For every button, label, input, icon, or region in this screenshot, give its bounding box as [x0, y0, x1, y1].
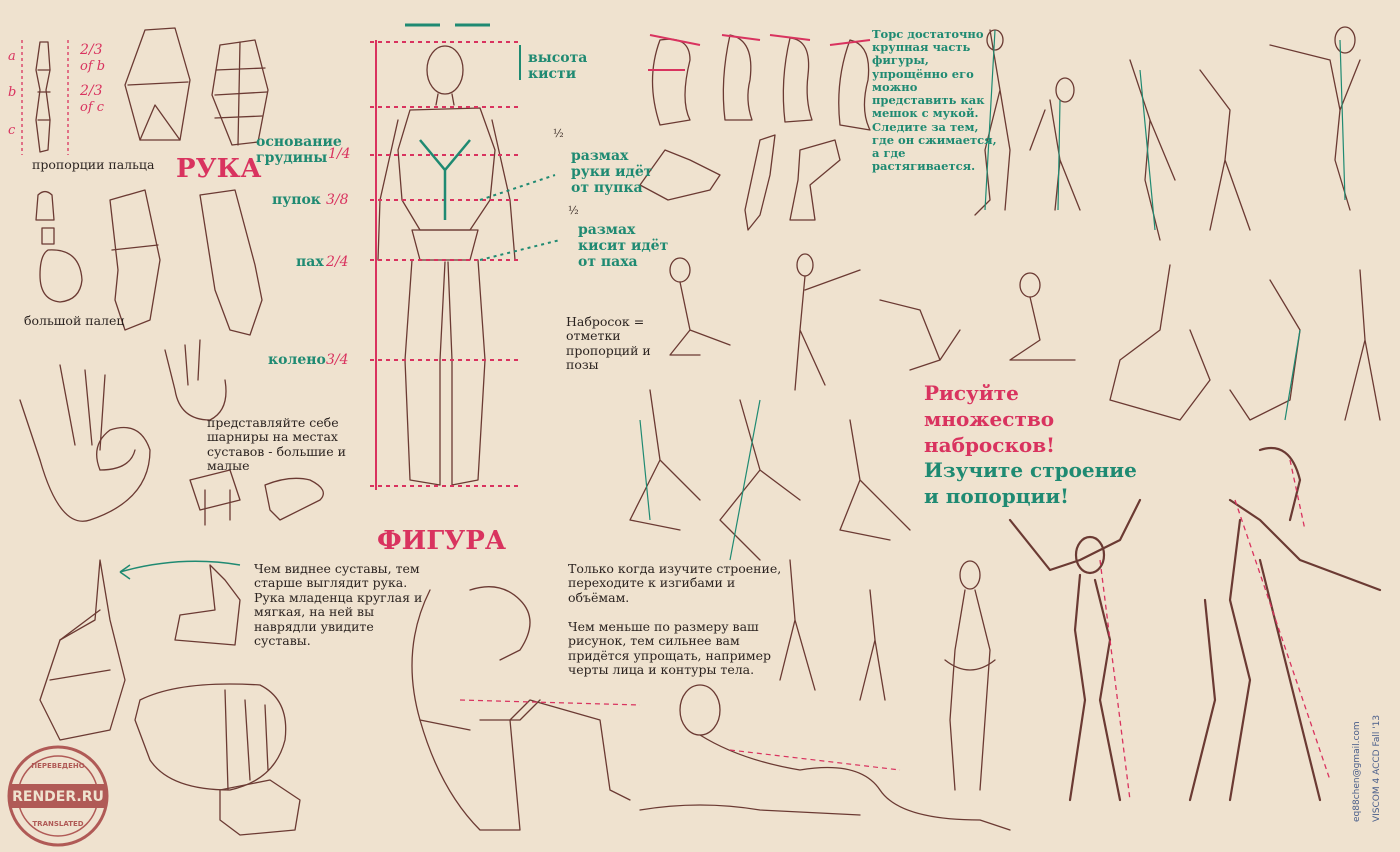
- gesture-figures-top-right: [975, 27, 1360, 240]
- stamp-bottom-text: TRANSLATED: [32, 820, 84, 828]
- torso-note: Торс достаточно крупная часть фигуры, упрощённо его можно представить как мешок с мукой. Следите за тем, где он сжимается, а где растягивается.: [872, 27, 997, 174]
- draped-woman-sketch: [945, 561, 995, 790]
- joints-note: представляйте себе шарниры на местах суставов - большие и малые: [207, 415, 346, 474]
- translation-stamp: [6, 744, 110, 848]
- landmark-knee-fraction: 3/4: [326, 352, 349, 368]
- finger-ratio-1: 2/3: [80, 42, 103, 58]
- landmark-navel-label: пупок: [272, 192, 321, 208]
- hand-block-sketch-1: [125, 28, 190, 140]
- hand-height-label: высота кисти: [528, 50, 588, 83]
- landmark-sternum-label: основание грудины: [256, 134, 342, 167]
- stamp-top-text: ПЕРЕВЕДЕНО: [31, 762, 85, 770]
- finger-proportions-sketch: [36, 42, 50, 152]
- torso-bean-sketches: [653, 35, 871, 130]
- call-to-action-sketch: Рисуйте множество набросков!: [924, 381, 1055, 457]
- landmark-groin-fraction: 2/4: [326, 254, 349, 270]
- dancing-figure-1: [1010, 500, 1140, 800]
- thumb-caption: большой палец: [24, 313, 125, 328]
- thumb-block-sketch-2: [200, 190, 262, 335]
- age-note: Чем виднее суставы, тем старше выглядит рука. Рука младенца круглая и мягкая, на ней вы наврядли увидите суставы.: [254, 561, 423, 648]
- half-mark-a: ½: [553, 127, 564, 140]
- figure-section-title: ФИГУРА: [377, 526, 507, 556]
- finger-segment-b: b: [8, 85, 17, 100]
- half-mark-b: ½: [568, 204, 579, 217]
- reclining-woman-sketch: [640, 685, 1010, 830]
- box-sketch: [220, 780, 300, 835]
- hand-section-title: РУКА: [176, 154, 262, 184]
- landmark-sternum-fraction: 1/4: [328, 146, 351, 162]
- finger-proportions-caption: пропорции пальца: [32, 157, 155, 172]
- joint-blocks-sketch: [190, 470, 323, 525]
- finger-segment-c: c: [8, 123, 16, 138]
- landmark-knee-label: колено: [268, 352, 326, 368]
- author-email: eq88chen@gmail.com: [1352, 721, 1362, 822]
- thumb-block-sketch-1: [110, 190, 160, 330]
- finger-ratio-2: 2/3: [80, 83, 103, 99]
- landmark-navel-fraction: 3/8: [326, 192, 349, 208]
- leg-block-sketch-2: [790, 140, 840, 220]
- hand-block-sketch-2: [212, 40, 268, 145]
- standing-figure-sketch: [378, 46, 515, 485]
- arm-span-note: размах руки идёт от пупка: [571, 148, 653, 197]
- leg-block-sketch-1: [745, 135, 775, 230]
- hand-sketch-3: [40, 560, 125, 740]
- stamp-center-text: RENDER.RU: [12, 789, 104, 805]
- sketch-definition-note: Набросок = отметки пропорций и позы: [566, 314, 651, 373]
- call-to-action-study: Изучите строение и попорции!: [924, 458, 1137, 508]
- landmark-groin-label: пах: [296, 254, 324, 270]
- structure-note: Только когда изучите строение, переходите к изгибами и объёмам.: [568, 561, 782, 605]
- size-note: Чем меньше по размеру ваш рисунок, тем сильнее вам придётся упрощать, например черты лица и контуры тела.: [568, 619, 772, 678]
- hand-sketch-4: [175, 565, 240, 645]
- thumb-sketch: [36, 192, 82, 303]
- ok-hand-sketch: [20, 365, 150, 521]
- finger-ratio-2b: of c: [80, 100, 105, 115]
- course-credit: VISCOM 4 ACCD Fall '13: [1372, 714, 1382, 822]
- fist-sketch: [135, 684, 286, 790]
- small-hand-sketch-1: [165, 340, 226, 420]
- hand-span-note: размах кисит идёт от паха: [578, 222, 669, 271]
- finger-segment-a: a: [8, 49, 16, 64]
- finger-ratio-1b: of b: [80, 59, 106, 74]
